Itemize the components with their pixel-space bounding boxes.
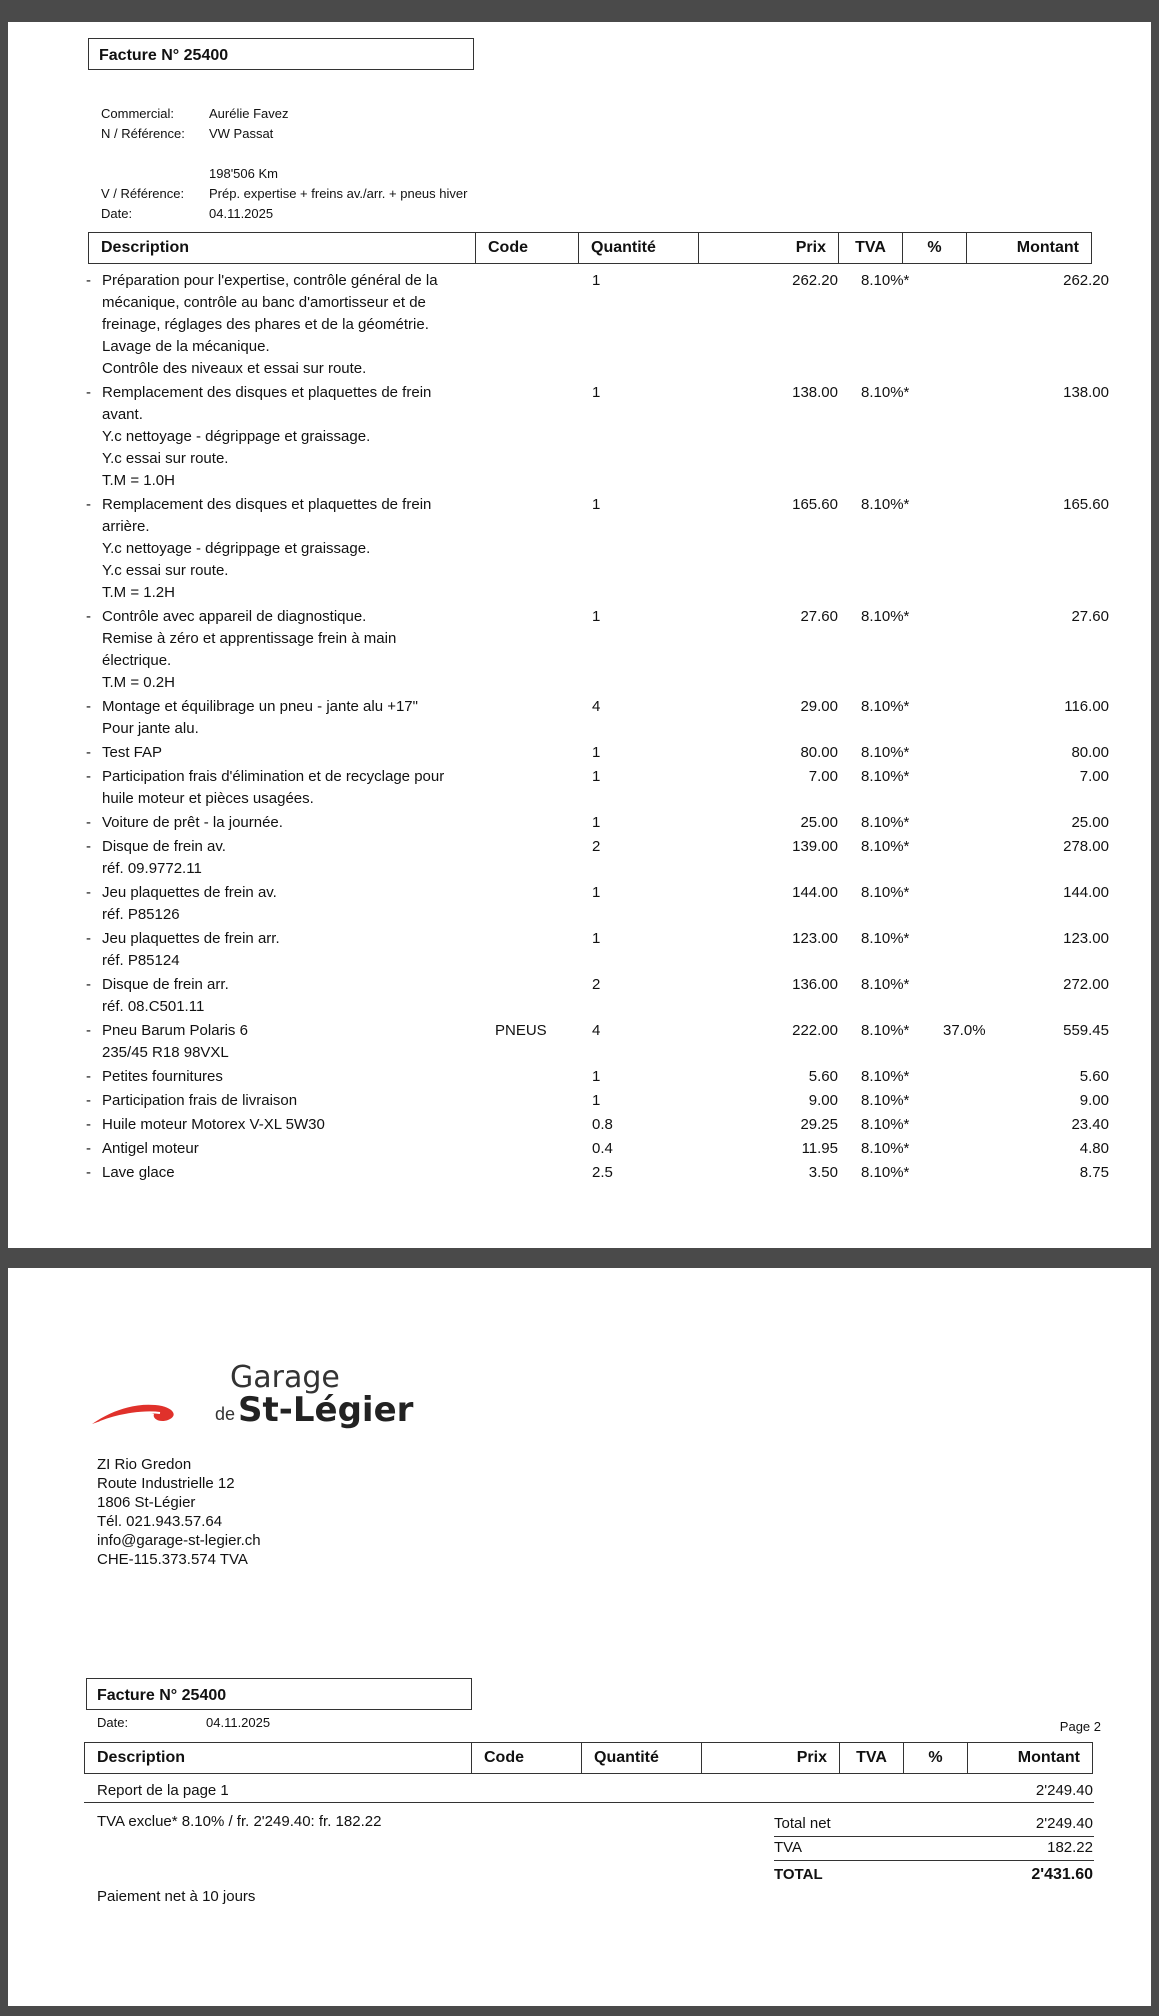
row-tva: 8.10%* [861, 884, 910, 901]
row-price: 144.00 [792, 884, 838, 901]
row-price: 123.00 [792, 930, 838, 947]
description-line: réf. P85124 [102, 952, 180, 969]
row-price: 165.60 [792, 496, 838, 513]
row-bullet: - [86, 1164, 91, 1181]
row-description [102, 1138, 502, 1160]
table-row [8, 494, 1151, 604]
row-quantity: 0.4 [592, 1140, 613, 1157]
header-montant: Montant [967, 1742, 1093, 1774]
address-line: Route Industrielle 12 [97, 1475, 235, 1492]
row-quantity: 4 [592, 698, 601, 715]
garage-logo [90, 1360, 450, 1450]
row-amount: 7.00 [1079, 768, 1109, 785]
nref-value: VW Passat [209, 126, 274, 141]
row-bullet: - [86, 1116, 91, 1133]
table-row [8, 766, 1151, 810]
description-line: Test FAP [102, 744, 163, 761]
description-line: Voiture de prêt - la journée. [102, 814, 283, 831]
divider [774, 1860, 1094, 1861]
row-amount: 262.20 [1063, 272, 1109, 289]
description-line: Lave glace [102, 1164, 175, 1181]
row-quantity: 1 [592, 1068, 601, 1085]
row-bullet: - [86, 930, 91, 947]
table-row [8, 270, 1151, 380]
row-description [102, 1020, 502, 1064]
description-line: Participation frais de livraison [102, 1092, 298, 1109]
page2-date-value: 04.11.2025 [206, 1715, 271, 1730]
description-line: avant. [102, 406, 143, 423]
row-description [102, 836, 502, 880]
row-description [102, 812, 502, 834]
row-discount: 37.0% [943, 1022, 986, 1039]
table-row [8, 606, 1151, 694]
description-line: Disque de frein av. [102, 838, 226, 855]
row-amount: 9.00 [1079, 1092, 1109, 1109]
logo-word-garage: Garage [230, 1360, 340, 1395]
header-montant: Montant [966, 232, 1092, 264]
row-amount: 272.00 [1063, 976, 1109, 993]
table-header [88, 232, 1092, 264]
description-line: Y.c essai sur route. [102, 562, 229, 579]
page2-table-header [84, 1742, 1093, 1774]
row-tva: 8.10%* [861, 496, 910, 513]
row-price: 80.00 [800, 744, 838, 761]
row-bullet: - [86, 608, 91, 625]
description-line: Huile moteur Motorex V-XL 5W30 [102, 1116, 325, 1133]
description-line: T.M = 0.2H [102, 674, 175, 691]
row-amount: 278.00 [1063, 838, 1109, 855]
row-tva: 8.10%* [861, 814, 910, 831]
tva-label: TVA [774, 1839, 803, 1856]
row-price: 138.00 [792, 384, 838, 401]
garage-address [97, 1455, 261, 1569]
row-bullet: - [86, 884, 91, 901]
row-price: 139.00 [792, 838, 838, 855]
row-description [102, 1162, 502, 1184]
row-bullet: - [86, 384, 91, 401]
description-line: huile moteur et pièces usagées. [102, 790, 314, 807]
row-tva: 8.10%* [861, 930, 910, 947]
header-pct: % [903, 1742, 967, 1774]
row-tva: 8.10%* [861, 976, 910, 993]
description-line: Remise à zéro et apprentissage frein à main [102, 630, 397, 647]
row-description [102, 494, 502, 604]
table-row [8, 1114, 1151, 1136]
row-price: 27.60 [800, 608, 838, 625]
row-tva: 8.10%* [861, 768, 910, 785]
table-row [8, 1138, 1151, 1160]
row-amount: 25.00 [1071, 814, 1109, 831]
commercial-value: Aurélie Favez [209, 106, 289, 121]
row-price: 222.00 [792, 1022, 838, 1039]
page2-invoice-title: Facture N° 25400 [86, 1678, 472, 1710]
description-line: électrique. [102, 652, 172, 669]
row-description [102, 928, 502, 972]
row-quantity: 1 [592, 744, 601, 761]
description-line: Montage et équilibrage un pneu - jante alu +17" [102, 698, 418, 715]
row-price: 136.00 [792, 976, 838, 993]
row-amount: 144.00 [1063, 884, 1109, 901]
row-quantity: 0.8 [592, 1116, 613, 1133]
row-quantity: 1 [592, 768, 601, 785]
row-tva: 8.10%* [861, 1022, 910, 1039]
description-line: Disque de frein arr. [102, 976, 229, 993]
description-line: Contrôle avec appareil de diagnostique. [102, 608, 367, 625]
row-bullet: - [86, 496, 91, 513]
row-bullet: - [86, 1022, 91, 1039]
header-prix: Prix [698, 232, 838, 264]
description-line: mécanique, contrôle au banc d'amortisseur et de [102, 294, 426, 311]
row-amount: 23.40 [1071, 1116, 1109, 1133]
table-row [8, 974, 1151, 1018]
tva-note: TVA exclue* 8.10% / fr. 2'249.40: fr. 182.22 [97, 1813, 382, 1830]
table-row [8, 836, 1151, 880]
description-line: Remplacement des disques et plaquettes de frein [102, 384, 432, 401]
total-net-label: Total net [774, 1815, 831, 1832]
row-amount: 138.00 [1063, 384, 1109, 401]
row-amount: 165.60 [1063, 496, 1109, 513]
row-amount: 8.75 [1079, 1164, 1109, 1181]
description-line: Y.c essai sur route. [102, 450, 229, 467]
description-line: Antigel moteur [102, 1140, 199, 1157]
description-line: réf. 08.C501.11 [102, 998, 205, 1015]
header-tva: TVA [839, 1742, 903, 1774]
description-line: Pour jante alu. [102, 720, 199, 737]
swoosh-logo-icon [90, 1382, 180, 1432]
row-bullet: - [86, 768, 91, 785]
row-amount: 4.80 [1079, 1140, 1109, 1157]
header-quantite: Quantité [578, 232, 698, 264]
header-quantite: Quantité [581, 1742, 701, 1774]
payment-terms: Paiement net à 10 jours [97, 1888, 256, 1905]
row-tva: 8.10%* [861, 838, 910, 855]
row-bullet: - [86, 838, 91, 855]
description-line: freinage, réglages des phares et de la géométrie. [102, 316, 429, 333]
row-quantity: 1 [592, 384, 601, 401]
vref-value: Prép. expertise + freins av./arr. + pneus hiver [209, 186, 468, 201]
description-line: Contrôle des niveaux et essai sur route. [102, 360, 367, 377]
row-price: 11.95 [801, 1140, 838, 1157]
row-quantity: 2 [592, 838, 601, 855]
row-bullet: - [86, 698, 91, 715]
row-tva: 8.10%* [861, 384, 910, 401]
row-description [102, 766, 502, 810]
row-quantity: 2 [592, 976, 601, 993]
row-price: 5.60 [808, 1068, 838, 1085]
address-line: 1806 St-Légier [97, 1494, 196, 1511]
row-tva: 8.10%* [861, 608, 910, 625]
row-amount: 559.45 [1063, 1022, 1109, 1039]
header-description: Description [84, 1742, 471, 1774]
table-row [8, 1066, 1151, 1088]
row-amount: 116.00 [1064, 698, 1109, 715]
table-row [8, 382, 1151, 492]
header-code: Code [475, 232, 578, 264]
description-line: Y.c nettoyage - dégrippage et graissage. [102, 540, 371, 557]
vref-label: V / Référence: [101, 186, 185, 201]
total-value: 2'431.60 [1031, 1866, 1093, 1883]
row-quantity: 1 [592, 1092, 601, 1109]
row-bullet: - [86, 1092, 91, 1109]
table-row [8, 742, 1151, 764]
row-tva: 8.10%* [861, 1164, 910, 1181]
description-line: Y.c nettoyage - dégrippage et graissage. [102, 428, 371, 445]
row-amount: 123.00 [1063, 930, 1109, 947]
description-line: Remplacement des disques et plaquettes de frein [102, 496, 432, 513]
header-description: Description [88, 232, 475, 264]
row-tva: 8.10%* [861, 1068, 910, 1085]
commercial-label: Commercial: [101, 106, 174, 121]
row-price: 3.50 [808, 1164, 838, 1181]
table-row [8, 696, 1151, 740]
table-row [8, 882, 1151, 926]
divider [84, 1802, 1094, 1803]
row-code: PNEUS [495, 1022, 547, 1039]
row-bullet: - [86, 1140, 91, 1157]
description-line: Petites fournitures [102, 1068, 223, 1085]
row-description [102, 270, 502, 380]
description-line: Jeu plaquettes de frein av. [102, 884, 277, 901]
description-line: Lavage de la mécanique. [102, 338, 270, 355]
description-line: T.M = 1.0H [102, 472, 175, 489]
row-quantity: 1 [592, 608, 601, 625]
row-price: 29.25 [800, 1116, 838, 1133]
row-price: 262.20 [792, 272, 838, 289]
row-quantity: 1 [592, 272, 601, 289]
header-pct: % [902, 232, 966, 264]
date-label: Date: [101, 206, 133, 221]
row-description [102, 1090, 502, 1112]
row-description [102, 1114, 502, 1136]
address-line: Tél. 021.943.57.64 [97, 1513, 223, 1530]
row-bullet: - [86, 744, 91, 761]
watermark: AutaZeSzwajcarii.pl [28, 1980, 169, 1997]
invoice-page-2 [8, 1268, 1151, 2006]
row-price: 25.00 [800, 814, 838, 831]
row-price: 29.00 [800, 698, 838, 715]
description-line: T.M = 1.2H [102, 584, 175, 601]
header-code: Code [471, 1742, 581, 1774]
row-bullet: - [86, 1068, 91, 1085]
row-quantity: 1 [592, 814, 601, 831]
row-description [102, 742, 502, 764]
total-net-value: 2'249.40 [1035, 1815, 1093, 1832]
row-tva: 8.10%* [861, 698, 910, 715]
row-tva: 8.10%* [861, 1116, 910, 1133]
logo-word-de: de [215, 1404, 236, 1424]
table-row [8, 928, 1151, 972]
table-row [8, 1162, 1151, 1184]
invoice-page-1 [8, 22, 1151, 1248]
description-line: réf. 09.9772.11 [102, 860, 202, 877]
row-description [102, 974, 502, 1018]
row-quantity: 1 [592, 930, 601, 947]
row-price: 9.00 [808, 1092, 838, 1109]
header-tva: TVA [838, 232, 902, 264]
logo-word-stlegier: St-Légier [238, 1390, 414, 1430]
row-tva: 8.10%* [861, 1092, 910, 1109]
description-line: arrière. [102, 518, 150, 535]
row-tva: 8.10%* [861, 744, 910, 761]
row-description [102, 382, 502, 492]
tva-value: 182.22 [1047, 1839, 1093, 1856]
row-amount: 27.60 [1071, 608, 1109, 625]
row-bullet: - [86, 814, 91, 831]
row-tva: 8.10%* [861, 1140, 910, 1157]
report-label: Report de la page 1 [97, 1782, 229, 1799]
row-quantity: 1 [592, 884, 601, 901]
row-description [102, 1066, 502, 1088]
row-quantity: 2.5 [592, 1164, 613, 1181]
table-row [8, 1090, 1151, 1112]
row-description [102, 606, 502, 694]
description-line: Participation frais d'élimination et de recyclage pour [102, 768, 445, 785]
total-label: TOTAL [774, 1866, 823, 1883]
row-amount: 80.00 [1071, 744, 1109, 761]
page-number: Page 2 [1059, 1719, 1101, 1734]
row-description [102, 696, 502, 740]
row-bullet: - [86, 976, 91, 993]
description-line: 235/45 R18 98VXL [102, 1044, 229, 1061]
row-quantity: 1 [592, 496, 601, 513]
row-quantity: 4 [592, 1022, 601, 1039]
row-tva: 8.10%* [861, 272, 910, 289]
date-value: 04.11.2025 [209, 206, 274, 221]
km-value: 198'506 Km [209, 166, 278, 181]
description-line: Préparation pour l'expertise, contrôle général de la [102, 272, 438, 289]
page2-date-label: Date: [97, 1715, 129, 1730]
description-line: réf. P85126 [102, 906, 180, 923]
report-value: 2'249.40 [1035, 1782, 1093, 1799]
table-row [8, 812, 1151, 834]
row-price: 7.00 [808, 768, 838, 785]
row-bullet: - [86, 272, 91, 289]
address-line: info@garage-st-legier.ch [97, 1532, 261, 1549]
row-description [102, 882, 502, 926]
description-line: Jeu plaquettes de frein arr. [102, 930, 280, 947]
divider [774, 1836, 1094, 1837]
row-amount: 5.60 [1079, 1068, 1109, 1085]
address-line: CHE-115.373.574 TVA [97, 1551, 248, 1568]
description-line: Pneu Barum Polaris 6 [102, 1022, 248, 1039]
address-line: ZI Rio Gredon [97, 1456, 192, 1473]
table-row [8, 1020, 1151, 1064]
nref-label: N / Référence: [101, 126, 185, 141]
invoice-title: Facture N° 25400 [88, 38, 474, 70]
header-prix: Prix [701, 1742, 839, 1774]
